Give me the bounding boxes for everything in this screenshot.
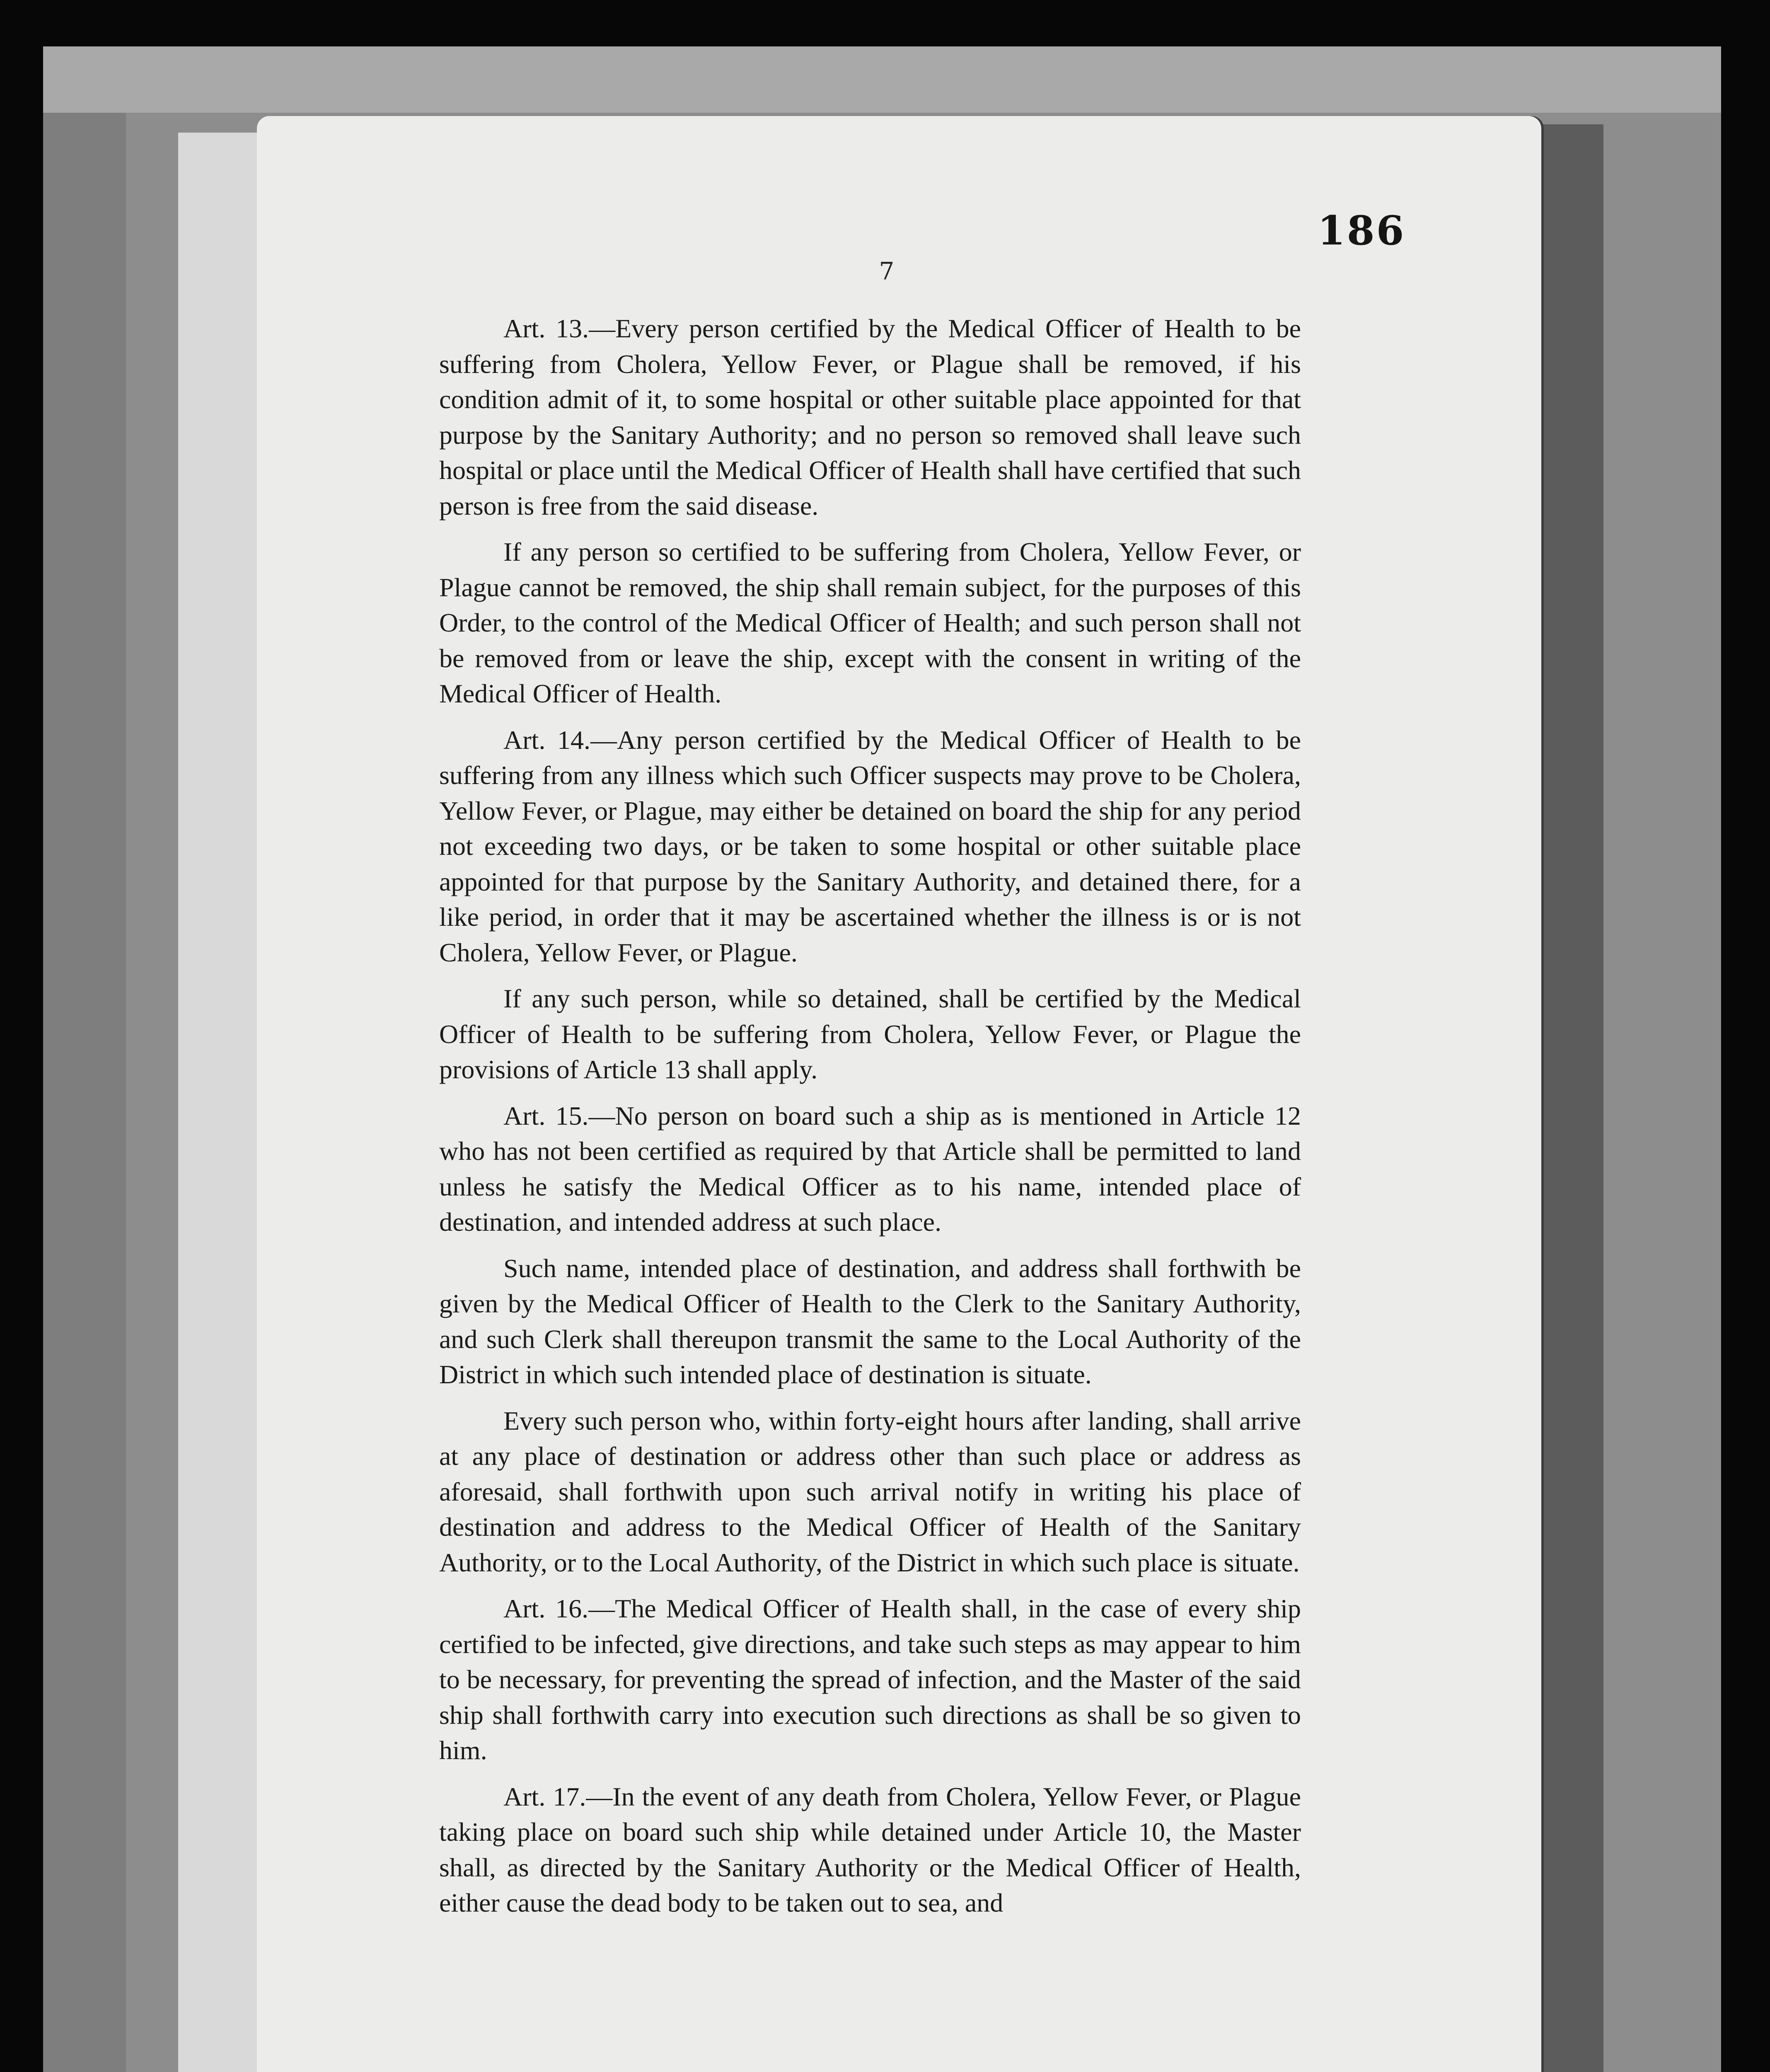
- film-top-strip: [43, 46, 1721, 113]
- article-13-paragraph: Art. 13.—Every person certified by the Medical Officer of Health to be suffering from Cholera, Yellow Fever, or Plague shall be removed, if his condition admit of it, to some hospital or other suitable place appointed for that purpose by the Sanitary Authority; and no person so removed shall leave such hospital or place until the Medical Officer of Health shall have certified that such person is free from the said disease.: [439, 314, 1301, 520]
- document-body: [439, 311, 1301, 1932]
- article-14-continuation: If any such person, while so detained, shall be certified by the Medical Officer of Health to be suffering from Cholera, Yellow Fever, or Plague the provisions of Article 13 shall apply.: [439, 984, 1301, 1084]
- page-number: 7: [879, 257, 895, 285]
- film-left-edge: [43, 113, 126, 2072]
- curled-left-page-edge: [178, 133, 264, 2072]
- article-15-paragraph: Art. 15.—No person on board such a ship as is mentioned in Article 12 who has not been certified as required by that Article shall be permitted to land unless he satisfy the Medical Officer as to his name, intended place of destination, and intended address at such place.: [439, 1101, 1301, 1237]
- article-16-paragraph: Art. 16.—The Medical Officer of Health shall, in the case of every ship certified to be infected, give directions, and take such steps as may appear to him to be necessary, for preventing the spread of infection, and the Master of the said ship shall forthwith carry into execution such directions as shall be so given to him.: [439, 1594, 1301, 1765]
- article-15-second-continuation: Every such person who, within forty-eight hours after landing, shall arrive at any place of destination or address other than such place or address as aforesaid, shall forthwith upon such arrival notify in writing his place of destination and address to the Medical Officer of Health of the Sanitary Authority, or to the Local Authority, of the District in which such place is situate.: [439, 1406, 1301, 1577]
- article-15-continuation: Such name, intended place of destination, and address shall forthwith be given by the Medical Officer of Health to the Clerk to the Sanitary Authority, and such Clerk shall thereupon transmit the same to the Local Authority of the District in which such intended place of destination is situate.: [439, 1253, 1301, 1389]
- archive-folio-number: 186: [1318, 207, 1406, 254]
- article-17-paragraph: Art. 17.—In the event of any death from Cholera, Yellow Fever, or Plague taking place on board such ship while detained under Article 10, the Master shall, as directed by the Sanitary Authority or the Medical Officer of Health, either cause the dead body to be taken out to sea, and: [439, 1782, 1301, 1917]
- article-13-continuation: If any person so certified to be suffering from Cholera, Yellow Fever, or Plague cannot be removed, the ship shall remain subject, for the purposes of this Order, to the control of the Medical Officer of Health; and such person shall not be removed from or leave the ship, except with the consent in writing of the Medical Officer of Health.: [439, 537, 1301, 708]
- article-14-paragraph: Art. 14.—Any person certified by the Medical Officer of Health to be suffering from any illness which such Officer suspects may prove to be Cholera, Yellow Fever, or Plague, may either be detained on board the ship for any period not exceeding two days, or be taken to some hospital or other suitable place appointed for that purpose by the Sanitary Authority, and detained there, for a like period, in order that it may be ascertained whether the illness is or is not Cholera, Yellow Fever, or Plague.: [439, 725, 1301, 967]
